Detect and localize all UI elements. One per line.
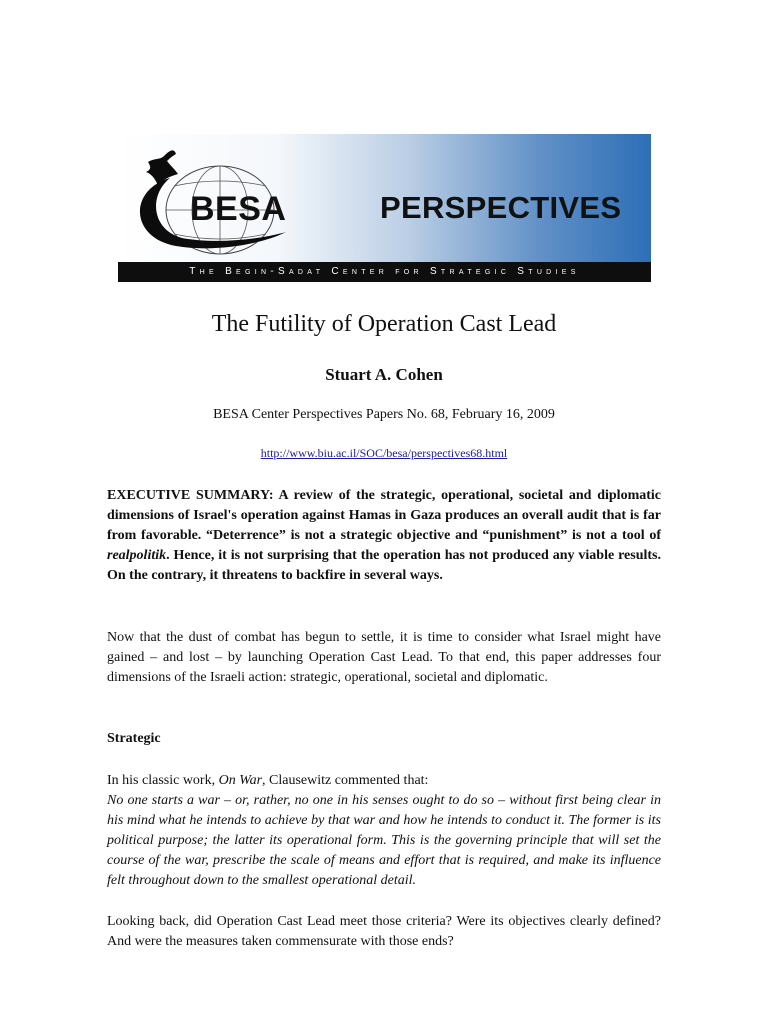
series-title: PERSPECTIVES xyxy=(380,190,622,225)
url-line xyxy=(0,446,768,461)
quote-text: No one starts a war – or, rather, no one in his senses ought to do so – without first being clear in his mind what he intends to achieve by that war and how he intends to conduct it. The former is its political purpose; the latter its operational form. This is the governing principle that will set the course of the war, prescribe the scale of means and effort that is required, and make its influence felt throughout down to the smallest operational detail. xyxy=(107,793,661,888)
center-name-strip: The Begin-Sadat Center for Strategic Studies xyxy=(118,262,651,282)
intro-text: Now that the dust of combat has begun to settle, it is time to consider what Israel might have gained – and lost – by launching Operation Cast Lead. To that end, this paper addresses four dimensions of the Israeli action: strategic, operational, societal and diplomatic. xyxy=(107,630,661,685)
logo-wordmark: BESA xyxy=(190,190,287,228)
executive-summary xyxy=(107,486,661,586)
citation-line: BESA Center Perspectives Papers No. 68, February 16, 2009 xyxy=(213,407,555,422)
paper-link[interactable]: http://www.biu.ac.il/SOC/besa/perspectives68.html xyxy=(260,446,508,460)
work-title: On War xyxy=(218,773,263,788)
clausewitz-intro-end: , Clausewitz commented that: xyxy=(262,773,429,788)
paper-title: The Futility of Operation Cast Lead xyxy=(211,311,557,337)
besa-banner xyxy=(118,134,651,282)
section-heading: Strategic xyxy=(107,731,161,746)
clausewitz-intro xyxy=(107,771,661,791)
summary-text-end: . Hence, it is not surprising that the operation has not produced any viable results. On the contrary, it threatens to backfire in several ways. xyxy=(107,548,661,583)
summary-emphasis: realpolitik xyxy=(107,548,167,563)
closing-paragraph xyxy=(107,912,661,952)
summary-text: A review of the strategic, operational, societal and diplomatic dimensions of Israel's operation against Hamas in Gaza produces an overall audit that is far from favorable. “Deterrence” is not a strategic objective and “punishment” is not a tool of xyxy=(107,488,662,543)
summary-lead: EXECUTIVE SUMMARY: xyxy=(107,488,274,503)
author-name: Stuart A. Cohen xyxy=(325,365,443,384)
closing-text: Looking back, did Operation Cast Lead meet those criteria? Were its objectives clearly defined? And were the measures taken commensurate with those ends? xyxy=(107,914,661,949)
intro-paragraph xyxy=(107,628,661,688)
clausewitz-quote xyxy=(107,791,661,891)
clausewitz-intro-start: In his classic work, xyxy=(107,773,219,788)
